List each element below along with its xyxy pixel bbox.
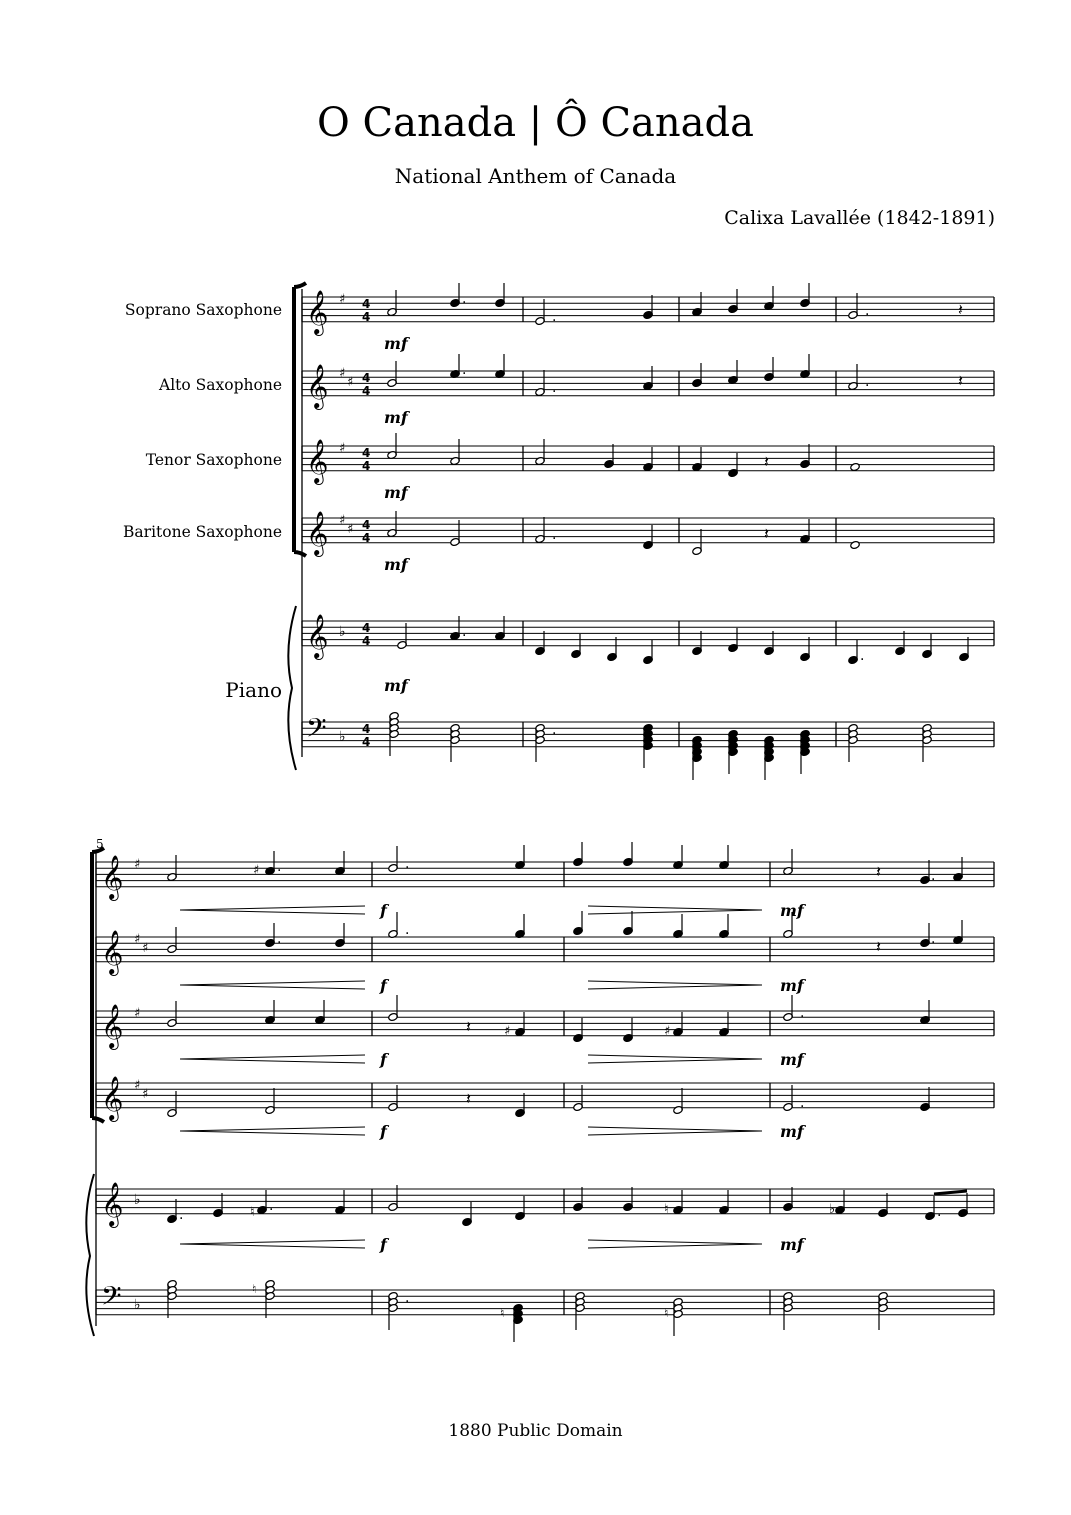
time-signature: 4: [362, 621, 371, 635]
instrument-label-alto: Alto Saxophone: [159, 376, 282, 394]
footer-copyright: 1880 Public Domain: [448, 1421, 623, 1441]
dot: .: [269, 1198, 274, 1214]
treble-clef-icon: 𝄞: [101, 930, 124, 974]
dynamic-marking: mf: [384, 334, 408, 353]
whole-note: [850, 540, 860, 549]
treble-clef-icon: 𝄞: [101, 855, 124, 899]
diminuendo-hairpin: [588, 1240, 762, 1244]
dot: .: [800, 1005, 805, 1021]
key-signature-sharp: ♯: [134, 932, 141, 947]
dynamic-marking: mf: [384, 483, 408, 502]
crescendo-hairpin: [180, 985, 365, 989]
instrument-label-baritone: Baritone Saxophone: [123, 523, 282, 541]
dot: .: [552, 722, 557, 738]
measure-number: 5: [96, 837, 104, 851]
dynamic-marking: mf: [780, 1122, 804, 1141]
crescendo-hairpin: [180, 1244, 365, 1248]
time-signature: 4: [362, 446, 371, 460]
diminuendo-hairpin: [588, 1127, 762, 1131]
key-signature-flat: ♭: [339, 624, 346, 640]
accidental-natural: ♮: [664, 1306, 669, 1320]
key-signature-sharp: ♯: [134, 1006, 141, 1021]
treble-clef-icon: 𝄞: [306, 614, 329, 658]
dot: .: [931, 868, 936, 884]
key-signature-sharp: ♯: [347, 375, 354, 390]
time-signature: 4: [362, 310, 371, 324]
instrument-label-piano: Piano: [225, 678, 282, 702]
crescendo-hairpin: [180, 1055, 365, 1059]
rest: 𝄽: [958, 300, 963, 319]
whole-note: [850, 462, 860, 471]
dot: .: [179, 1207, 184, 1223]
dot: .: [937, 1204, 942, 1220]
dynamic-marking: mf: [384, 408, 408, 427]
dot: .: [552, 527, 557, 543]
diminuendo-hairpin: [588, 1131, 762, 1135]
treble-clef-icon: 𝄞: [306, 364, 329, 408]
dot: .: [865, 303, 870, 319]
key-signature-sharp: ♯: [142, 1087, 149, 1102]
accidental-flat: ♭: [829, 1202, 836, 1217]
crescendo-hairpin: [180, 1240, 365, 1244]
dot: .: [462, 362, 467, 378]
dynamic-marking: f: [380, 1050, 387, 1069]
time-signature: 4: [362, 459, 371, 473]
accidental-sharp: ♯: [504, 1024, 511, 1039]
key-signature-sharp: ♯: [339, 513, 346, 528]
beam: [934, 1191, 967, 1194]
accidental-sharp: ♯: [664, 1024, 671, 1039]
key-signature-sharp: ♯: [339, 292, 346, 307]
crescendo-hairpin: [180, 1131, 365, 1135]
accidental-sharp: ♯: [253, 863, 260, 878]
crescendo-hairpin: [180, 1127, 365, 1131]
dynamic-marking: mf: [780, 901, 804, 920]
accidental-natural: ♮: [500, 1306, 505, 1320]
key-signature-sharp: ♯: [347, 522, 354, 537]
crescendo-hairpin: [180, 981, 365, 985]
time-signature: 4: [362, 371, 371, 385]
dynamic-marking: f: [380, 1122, 387, 1141]
treble-clef-icon: 𝄞: [101, 1076, 124, 1120]
dot: .: [405, 856, 410, 872]
piano-brace: [86, 1174, 94, 1336]
dot: .: [931, 931, 936, 947]
treble-clef-icon: 𝄞: [101, 1004, 124, 1048]
time-signature: 4: [362, 722, 371, 736]
rest: 𝄽: [876, 862, 881, 881]
rest: 𝄽: [466, 1089, 471, 1108]
dynamic-marking: mf: [780, 976, 804, 995]
dynamic-marking: mf: [384, 676, 408, 695]
dot: .: [552, 309, 557, 325]
instrument-label-tenor: Tenor Saxophone: [145, 451, 282, 469]
score-subtitle: National Anthem of Canada: [394, 164, 677, 188]
time-signature: 4: [362, 531, 371, 545]
dynamic-marking: mf: [780, 1235, 804, 1254]
crescendo-hairpin: [180, 906, 365, 910]
key-signature-flat: ♭: [134, 1297, 141, 1313]
key-signature-sharp: ♯: [134, 857, 141, 872]
bass-clef-icon: 𝄢: [101, 1280, 122, 1318]
sax-bracket: [294, 283, 306, 556]
accidental-natural: ♮: [250, 1205, 255, 1220]
time-signature: 4: [362, 297, 371, 311]
diminuendo-hairpin: [588, 985, 762, 989]
diminuendo-hairpin: [588, 1059, 762, 1063]
dot: .: [405, 922, 410, 938]
diminuendo-hairpin: [588, 1055, 762, 1059]
treble-clef-icon: 𝄞: [306, 511, 329, 555]
accidental-natural: ♮: [252, 1282, 257, 1296]
instrument-label-soprano: Soprano Saxophone: [124, 301, 282, 319]
diminuendo-hairpin: [588, 981, 762, 985]
treble-clef-icon: 𝄞: [306, 290, 329, 334]
key-signature-sharp: ♯: [339, 366, 346, 381]
dot: .: [865, 374, 870, 390]
dot: .: [462, 291, 467, 307]
dot: .: [800, 1095, 805, 1111]
diminuendo-hairpin: [588, 1244, 762, 1248]
piano-brace: [288, 606, 296, 770]
crescendo-hairpin: [180, 910, 365, 914]
accidental-natural: ♮: [664, 1202, 669, 1217]
dynamic-marking: f: [380, 901, 387, 920]
key-signature-sharp: ♯: [134, 1078, 141, 1093]
rest: 𝄽: [764, 452, 769, 471]
rest: 𝄽: [764, 524, 769, 543]
composer: Calixa Lavallée (1842-1891): [724, 207, 995, 229]
dot: .: [462, 624, 467, 640]
time-signature: 4: [362, 735, 371, 749]
rest: 𝄽: [958, 371, 963, 390]
key-signature-flat: ♭: [134, 1192, 141, 1208]
dot: .: [277, 931, 282, 947]
dynamic-marking: f: [380, 1235, 387, 1254]
rest: 𝄽: [876, 937, 881, 956]
rest: 𝄽: [466, 1017, 471, 1036]
time-signature: 4: [362, 384, 371, 398]
score-title: O Canada | Ô Canada: [317, 100, 754, 146]
key-signature-flat: ♭: [339, 729, 346, 745]
crescendo-hairpin: [180, 1059, 365, 1063]
dynamic-marking: f: [380, 976, 387, 995]
diminuendo-hairpin: [588, 906, 762, 910]
dynamic-marking: mf: [384, 555, 408, 574]
dynamic-marking: mf: [780, 1050, 804, 1069]
dot: .: [552, 380, 557, 396]
bass-clef-icon: 𝄢: [306, 712, 327, 750]
dot: .: [277, 859, 282, 875]
treble-clef-icon: 𝄞: [306, 439, 329, 483]
treble-clef-icon: 𝄞: [101, 1182, 124, 1226]
time-signature: 4: [362, 518, 371, 532]
key-signature-sharp: ♯: [142, 941, 149, 956]
key-signature-sharp: ♯: [339, 441, 346, 456]
time-signature: 4: [362, 634, 371, 648]
dot: .: [860, 648, 865, 664]
dot: .: [405, 1290, 410, 1306]
diminuendo-hairpin: [588, 910, 762, 914]
